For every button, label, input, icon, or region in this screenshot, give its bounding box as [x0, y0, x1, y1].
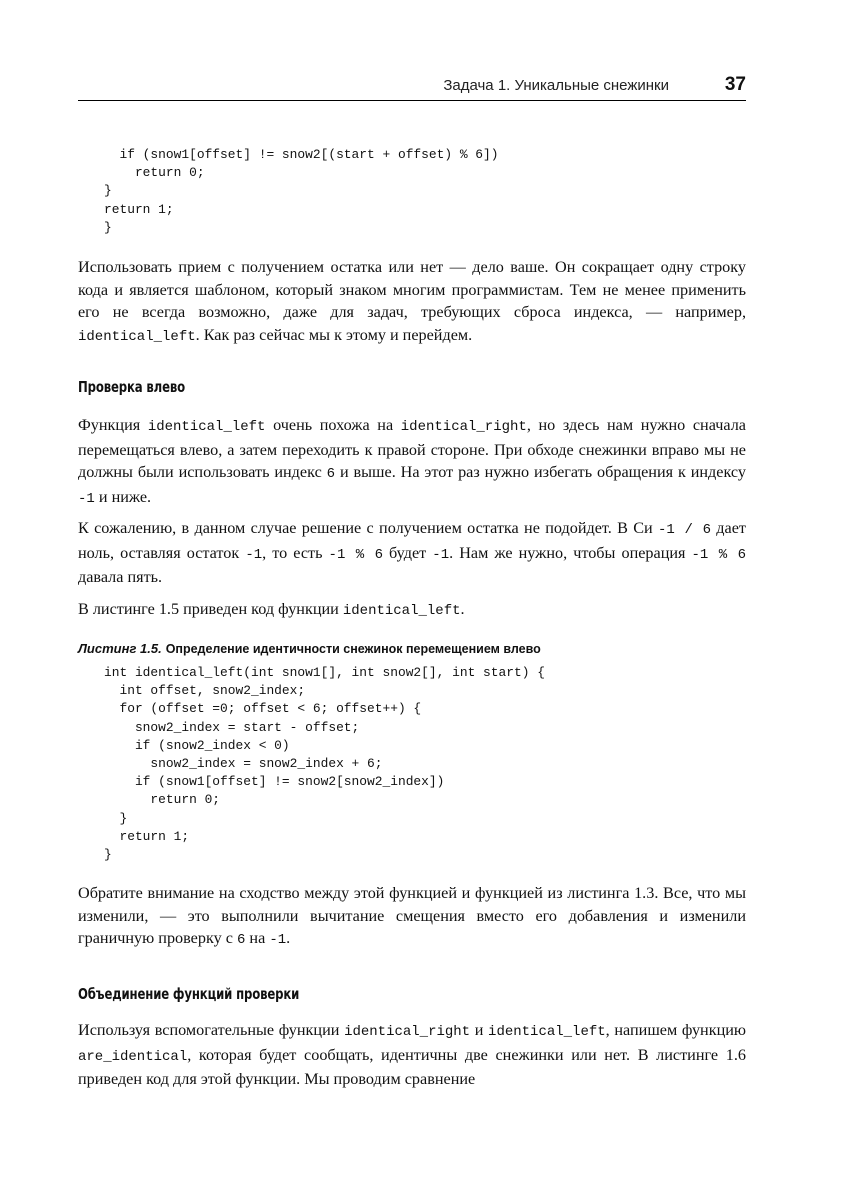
text-run: Используя вспомогательные функции: [78, 1021, 345, 1039]
page-number: 37: [724, 74, 746, 95]
paragraph-identical-left-intro: [78, 414, 746, 510]
section-heading-combine: Объединение функций проверки: [78, 985, 300, 1003]
inline-code: 6: [236, 932, 246, 948]
inline-code: -1: [245, 546, 263, 563]
inline-code: -1 % 6: [328, 546, 383, 563]
inline-code: identical_left: [78, 328, 196, 345]
text-run: , которая будет сообщать, идентичны две снежинки или нет. В листинге 1.6 приведен код для этой функции. Мы проводим сравнение: [78, 1045, 746, 1088]
text-run: давала пять.: [78, 568, 163, 586]
text-run: .: [286, 929, 291, 947]
listing-caption-text: Определение идентичности снежинок перемещением влево: [165, 642, 541, 656]
paragraph-similarity-note: [78, 882, 746, 952]
inline-code: -1: [78, 490, 95, 507]
text-run: В листинге 1.5 приведен код функции: [78, 600, 343, 618]
inline-code: identical_left: [342, 603, 461, 619]
running-header: [78, 70, 746, 101]
inline-code: are_identical: [78, 1048, 188, 1065]
text-run: Обратите внимание на сходство между этой функцией и функцией из листинга 1.3. Все, что мы изменили, — это выполнили вычитание смещения вместо его добавления и изменили граничную проверку с: [78, 884, 746, 947]
text-run: и ниже.: [94, 487, 152, 506]
text-run: . Нам же нужно, чтобы операция: [449, 543, 692, 562]
chapter-title: Задача 1. Уникальные снежинки: [443, 77, 669, 94]
text-run: К сожалению, в данном случае решение с получением остатка не подойдет. В Си: [78, 519, 659, 537]
text-run: очень похожа на: [265, 416, 401, 434]
text-run: и выше. На этот раз нужно избегать обращения к индексу: [335, 463, 747, 481]
text-run: , напишем функцию: [605, 1021, 746, 1039]
paragraph-prefix-remainder: [78, 256, 746, 348]
inline-code: -1: [269, 932, 287, 948]
inline-code: identical_left: [147, 419, 266, 435]
inline-code: 6: [326, 466, 336, 482]
text-run: .: [460, 600, 465, 618]
inline-code: identical_right: [400, 419, 527, 435]
paragraph-listing-reference: [78, 598, 746, 623]
inline-code: -1: [432, 546, 450, 563]
inline-code: -1 % 6: [691, 546, 746, 563]
paragraph-modulo-issue: [78, 517, 746, 589]
text-run: дает ноль, оставляя остаток: [78, 519, 746, 562]
text-run: Функция: [78, 416, 148, 434]
text-run: на: [245, 929, 270, 947]
listing-label: Листинг 1.5.: [78, 641, 162, 656]
inline-code: identical_left: [488, 1024, 606, 1040]
section-heading-left-check: Проверка влево: [78, 378, 186, 396]
paragraph-are-identical: [78, 1019, 746, 1091]
code-snippet-top: if (snow1[offset] != snow2[(start + offset) % 6]) return 0; } return 1; }: [104, 147, 499, 235]
text-run: , но здесь нам нужно сначала перемещаться влево, а затем переходить к правой стороне. При обходе снежинки вправо мы не должны были использовать индекс: [78, 416, 746, 481]
listing-code: int identical_left(int snow1[], int snow2[], int start) { int offset, snow2_index; for (offset =0; offset < 6; offset++) { snow2_index = start - offset; if (snow2_index < 0) snow2_index = snow2_index + 6; if (snow1[offset] != snow2[snow2_index]) return 0; } return 1; }: [104, 665, 545, 863]
inline-code: identical_right: [344, 1024, 471, 1040]
inline-code: -1 / 6: [658, 522, 711, 538]
text-run: . Как раз сейчас мы к этому и перейдем.: [195, 325, 473, 344]
text-run: и: [470, 1021, 489, 1039]
text-run: будет: [382, 543, 433, 562]
text-run: Использовать прием с получением остатка или нет — дело ваше. Он сокращает одну строку кода и является шаблоном, который знаком многим программистам. Тем не менее применить его не всегда возможно, даже для задач, требующих сброса индекса, — например,: [78, 258, 746, 321]
listing-caption: [78, 641, 541, 656]
text-run: , то есть: [262, 543, 329, 562]
